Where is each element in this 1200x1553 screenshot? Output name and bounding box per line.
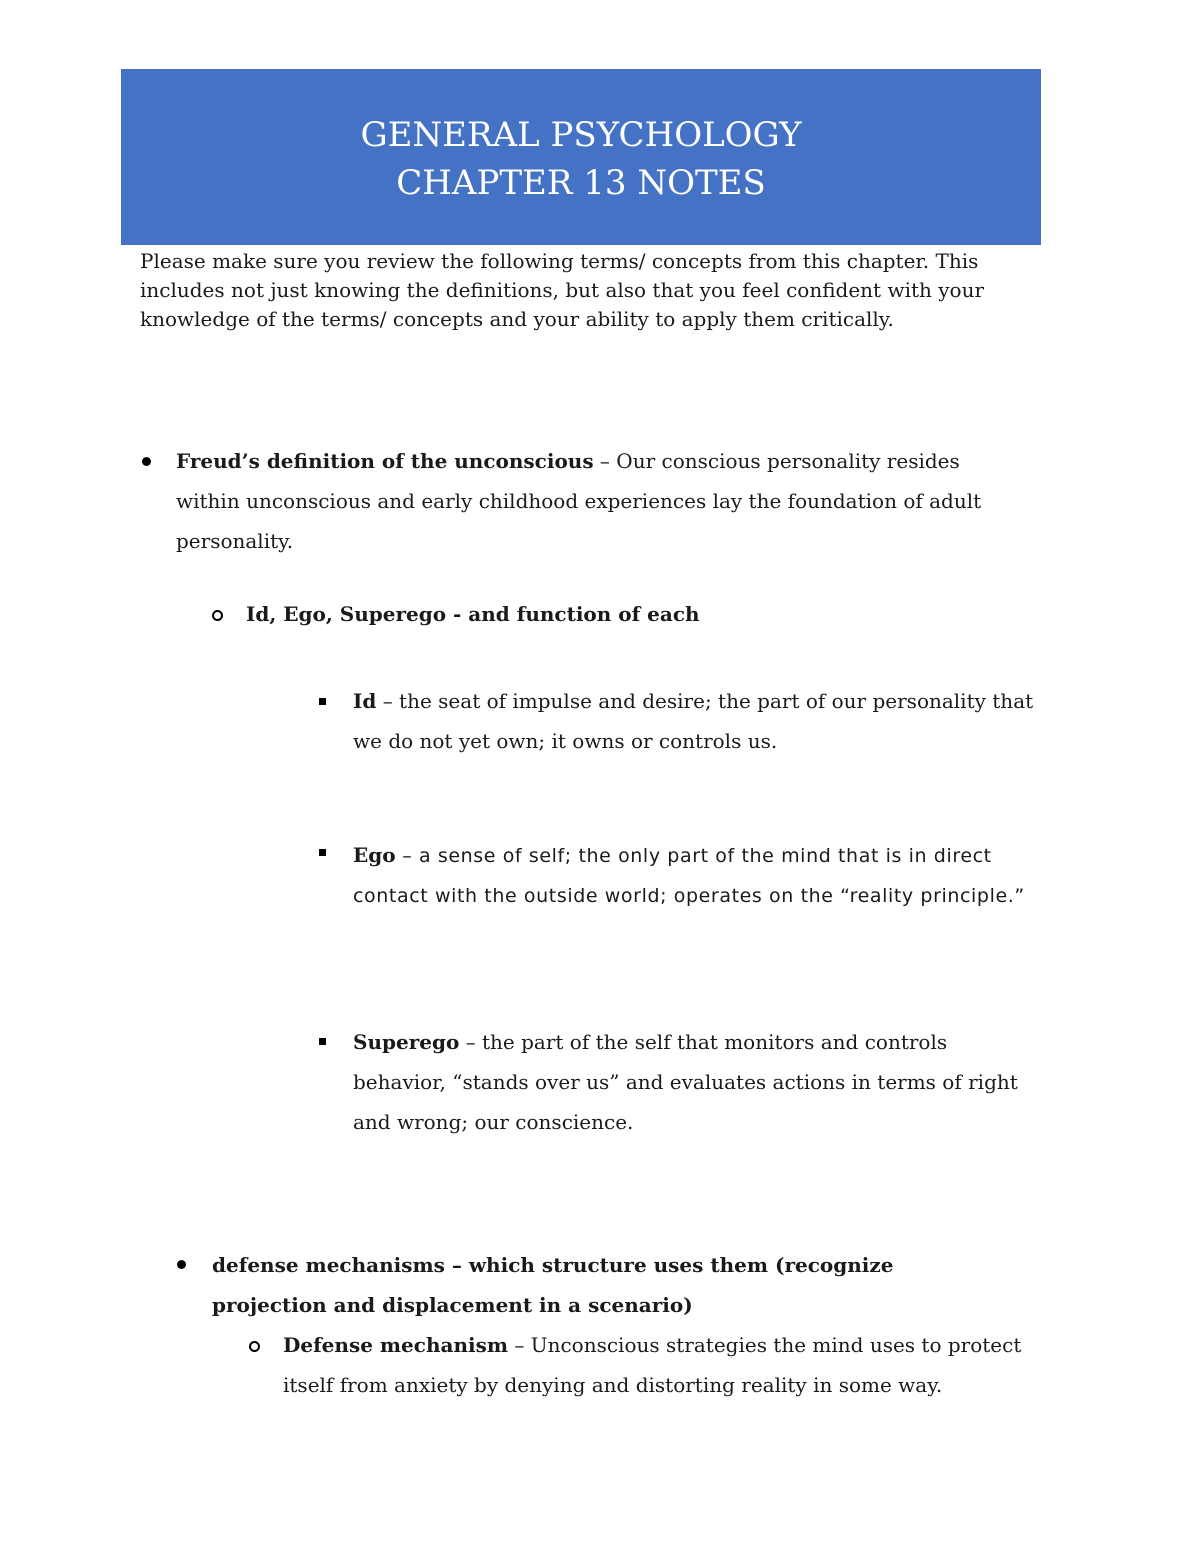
term-defense-mechanism: Defense mechanism xyxy=(283,1333,509,1357)
heading-structures: Id, Ego, Superego - and function of each xyxy=(246,602,700,626)
definition-superego: – the part of the self that monitors and controls behavior, “stands over us” and evaluates actions in terms of right and wrong; our conscience. xyxy=(353,1030,1018,1134)
document-title: GENERAL PSYCHOLOGY xyxy=(360,115,802,155)
square-bullet-icon xyxy=(319,1038,326,1045)
title-banner xyxy=(121,69,1041,245)
list-item-structures xyxy=(246,594,1006,634)
circle-bullet-icon xyxy=(249,1341,260,1352)
term-superego: Superego xyxy=(353,1030,460,1054)
list-item-id xyxy=(353,681,1053,761)
term-unconscious: Freud’s definition of the unconscious xyxy=(176,449,594,473)
definition-ego: – a sense of self; the only part of the mind that is in direct contact with the outside world; operates on the “reality principle.” xyxy=(353,845,1025,907)
definition-defense-mechanism: – Unconscious strategies the mind uses to protect itself from anxiety by denying and distorting reality in some way. xyxy=(283,1333,1022,1397)
definition-id: – the seat of impulse and desire; the part of our personality that we do not yet own; it owns or controls us. xyxy=(353,689,1034,753)
intro-paragraph: Please make sure you review the following terms/ concepts from this chapter. This includes not just knowing the definitions, but also that you feel confident with your knowledge of the terms/ concepts and your ability to apply them critically. xyxy=(140,249,985,331)
list-item-defense xyxy=(212,1245,1012,1325)
list-item-defense-definition xyxy=(283,1325,1073,1405)
heading-defense: defense mechanisms – which structure uses them (recognize projection and displacement in a scenario) xyxy=(212,1253,894,1317)
disc-bullet-icon xyxy=(142,457,151,466)
list-item-ego xyxy=(353,835,1043,915)
list-item-superego xyxy=(353,1022,1043,1142)
list-item-unconscious xyxy=(176,441,996,561)
square-bullet-icon xyxy=(319,698,326,705)
definition-unconscious: – Our conscious personality resides within unconscious and early childhood experiences lay the foundation of adult personality. xyxy=(176,449,982,553)
term-id: Id xyxy=(353,689,377,713)
square-bullet-icon xyxy=(319,849,326,856)
document-subtitle: CHAPTER 13 NOTES xyxy=(396,163,766,203)
circle-bullet-icon xyxy=(212,610,223,621)
disc-bullet-icon xyxy=(177,1260,186,1269)
term-ego: Ego xyxy=(353,843,396,867)
